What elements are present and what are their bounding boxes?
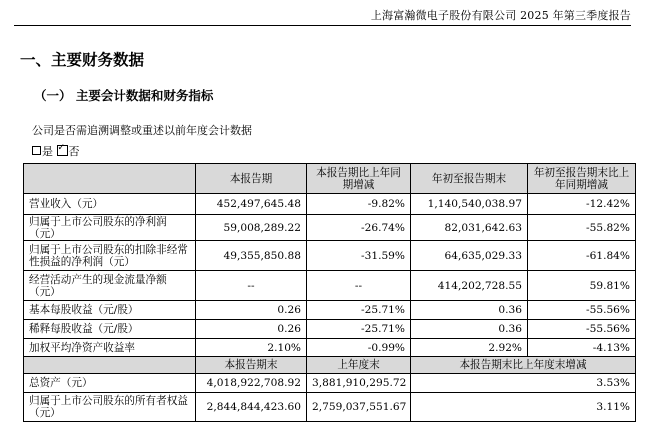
restatement-question: 公司是否需追溯调整或重述以前年度会计数据 bbox=[32, 124, 252, 137]
value-cell: 3,881,910,295.72 bbox=[307, 374, 411, 393]
table-row bbox=[24, 301, 636, 320]
value-cell: 0.26 bbox=[196, 301, 307, 320]
value-cell: -25.71% bbox=[307, 320, 411, 339]
subsection-title: （一） 主要会计数据和财务指标 bbox=[34, 88, 214, 103]
header-cell: 本报告期比上年同期增减 bbox=[307, 164, 411, 194]
value-cell: 2,844,844,423.60 bbox=[196, 393, 307, 422]
header-cell: 本报告期 bbox=[196, 164, 307, 194]
row-label: 归属于上市公司股东的净利润（元） bbox=[24, 215, 196, 241]
value-cell: 452,497,645.48 bbox=[196, 194, 307, 215]
row-label: 加权平均净资产收益率 bbox=[24, 339, 196, 357]
value-cell: 64,635,029.33 bbox=[411, 241, 528, 271]
row-label: 经营活动产生的现金流量净额（元） bbox=[24, 271, 196, 301]
header-divider bbox=[14, 25, 631, 26]
choice-yes-label: 是 bbox=[42, 145, 53, 158]
value-cell: 1,140,540,038.97 bbox=[411, 194, 528, 215]
value-cell: -4.13% bbox=[528, 339, 636, 357]
value-cell: -- bbox=[196, 271, 307, 301]
value-cell: -55.56% bbox=[528, 301, 636, 320]
value-cell: 0.36 bbox=[411, 301, 528, 320]
checked-box-icon bbox=[57, 145, 68, 156]
restatement-choices bbox=[32, 143, 80, 159]
unchecked-box-icon bbox=[32, 146, 41, 155]
table1-header-row bbox=[24, 164, 636, 194]
table-row bbox=[24, 241, 636, 271]
header-cell: 上年度末 bbox=[307, 357, 411, 374]
value-cell: -55.56% bbox=[528, 320, 636, 339]
table-row bbox=[24, 374, 636, 393]
value-cell: 59,008,289.22 bbox=[196, 215, 307, 241]
value-cell: 3.53% bbox=[411, 374, 636, 393]
value-cell: -- bbox=[307, 271, 411, 301]
row-label: 基本每股收益（元/股） bbox=[24, 301, 196, 320]
row-label: 归属于上市公司股东的所有者权益（元） bbox=[24, 393, 196, 422]
table-row bbox=[24, 320, 636, 339]
financial-data-table bbox=[23, 163, 636, 422]
value-cell: -9.82% bbox=[307, 194, 411, 215]
value-cell: 82,031,642.63 bbox=[411, 215, 528, 241]
table-row bbox=[24, 215, 636, 241]
header-cell: 本报告期末 bbox=[196, 357, 307, 374]
value-cell: -0.99% bbox=[307, 339, 411, 357]
table2-header-row bbox=[24, 357, 636, 374]
value-cell: -12.42% bbox=[528, 194, 636, 215]
header-cell bbox=[24, 357, 196, 374]
row-label: 总资产（元） bbox=[24, 374, 196, 393]
row-label: 归属于上市公司股东的扣除非经常性损益的净利润（元） bbox=[24, 241, 196, 271]
value-cell: 414,202,728.55 bbox=[411, 271, 528, 301]
table-row bbox=[24, 271, 636, 301]
value-cell: 3.11% bbox=[411, 393, 636, 422]
value-cell: 2,759,037,551.67 bbox=[307, 393, 411, 422]
value-cell: -31.59% bbox=[307, 241, 411, 271]
table-row bbox=[24, 393, 636, 422]
value-cell: -55.82% bbox=[528, 215, 636, 241]
value-cell: 0.26 bbox=[196, 320, 307, 339]
table-row bbox=[24, 194, 636, 215]
value-cell: 2.92% bbox=[411, 339, 528, 357]
header-cell: 本报告期末比上年度末增减 bbox=[411, 357, 636, 374]
value-cell: 49,355,850.88 bbox=[196, 241, 307, 271]
row-label: 稀释每股收益（元/股） bbox=[24, 320, 196, 339]
value-cell: -61.84% bbox=[528, 241, 636, 271]
value-cell: 59.81% bbox=[528, 271, 636, 301]
table-row bbox=[24, 339, 636, 357]
header-cell bbox=[24, 164, 196, 194]
header-cell: 年初至报告期末 bbox=[411, 164, 528, 194]
value-cell: 4,018,922,708.92 bbox=[196, 374, 307, 393]
value-cell: 0.36 bbox=[411, 320, 528, 339]
header-cell: 年初至报告期末比上年同期增减 bbox=[528, 164, 636, 194]
row-label: 营业收入（元） bbox=[24, 194, 196, 215]
value-cell: -25.71% bbox=[307, 301, 411, 320]
choice-no-label: 否 bbox=[68, 145, 80, 158]
report-header: 上海富瀚微电子股份有限公司 2025 年第三季度报告 bbox=[370, 9, 631, 22]
value-cell: 2.10% bbox=[196, 339, 307, 357]
section-title: 一、主要财务数据 bbox=[20, 51, 145, 69]
value-cell: -26.74% bbox=[307, 215, 411, 241]
